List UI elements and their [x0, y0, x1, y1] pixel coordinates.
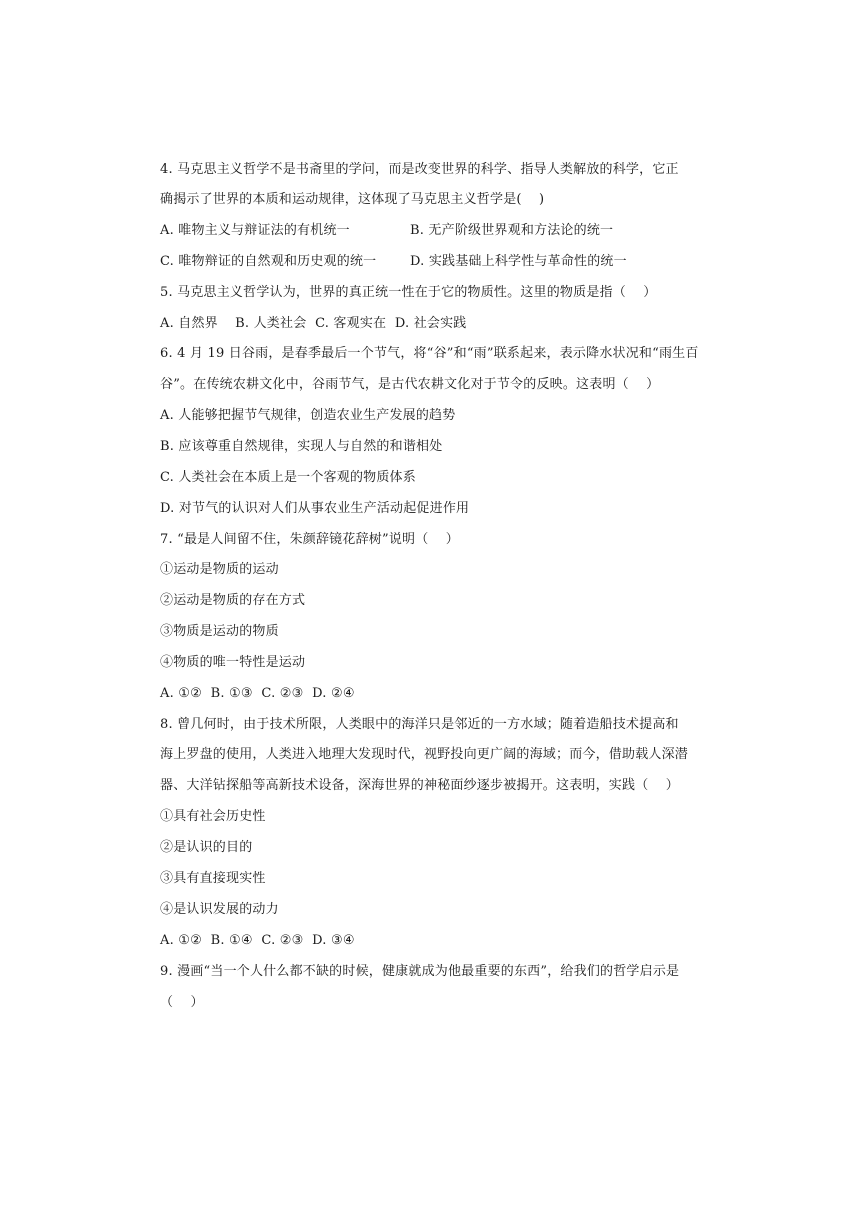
q8-stem-line2: 海上罗盘的使用，人类进入地理大发现时代，视野投向更广阔的海域；而今，借助载人深潜 — [160, 747, 689, 762]
q7-item-4: ④物质的唯一特性是运动 — [160, 655, 306, 670]
q6-option-b: B. 应该尊重自然规律，实现人与自然的和谐相处 — [160, 439, 443, 454]
q7-item-3: ③物质是运动的物质 — [160, 624, 279, 639]
q6-option-c: C. 人类社会在本质上是一个客观的物质体系 — [160, 470, 416, 485]
q4-stem-line1: 4. 马克思主义哲学不是书斋里的学问，而是改变世界的科学、指导人类解放的科学，它正 — [160, 162, 679, 177]
q4-option-a: A. 唯物主义与辩证法的有机统一 — [160, 223, 350, 238]
q8-item-3: ③具有直接现实性 — [160, 871, 266, 886]
q4-stem-line2: 确揭示了世界的本质和运动规律，这体现了马克思主义哲学是( ) — [160, 192, 545, 207]
q4-options-row2 — [160, 253, 627, 271]
q6-stem-line2: 谷”。在传统农耕文化中，谷雨节气，是古代农耕文化对于节令的反映。这表明（ ） — [160, 377, 660, 392]
q7-item-1: ①运动是物质的运动 — [160, 562, 279, 577]
q8-stem-line3: 器、大洋钻探船等高新技术设备，深海世界的神秘面纱逐步被揭开。这表明，实践（ ） — [160, 778, 679, 793]
q5-stem: 5. 马克思主义哲学认为，世界的真正统一性在于它的物质性。这里的物质是指（ ） — [160, 285, 657, 300]
q6-option-a: A. 人能够把握节气规律，创造农业生产发展的趋势 — [160, 408, 456, 423]
q4-option-c: C. 唯物辩证的自然观和历史观的统一 — [160, 254, 377, 269]
q7-stem: 7. “最是人间留不住，朱颜辞镜花辞树”说明（ ） — [160, 532, 459, 547]
q6-stem-line1: 6. 4 月 19 日谷雨，是春季最后一个节气，将“谷”和“雨”联系起来，表示降水状况和“雨生百 — [160, 346, 699, 361]
q8-item-1: ①具有社会历史性 — [160, 809, 266, 824]
q8-item-4: ④是认识发展的动力 — [160, 902, 279, 917]
q4-option-b: B. 无产阶级世界观和方法论的统一 — [410, 223, 614, 238]
q4-option-d: D. 实践基础上科学性与革命性的统一 — [410, 254, 627, 269]
q7-options: A. ①② B. ①③ C. ②③ D. ②④ — [160, 686, 355, 701]
q9-stem-line2: （ ） — [160, 995, 204, 1010]
q8-options: A. ①② B. ①④ C. ②③ D. ③④ — [160, 933, 355, 948]
q8-stem-line1: 8. 曾几何时，由于技术所限，人类眼中的海洋只是邻近的一方水域；随着造船技术提高和 — [160, 717, 679, 732]
q6-option-d: D. 对节气的认识对人们从事农业生产活动起促进作用 — [160, 501, 470, 516]
q8-item-2: ②是认识的目的 — [160, 840, 253, 855]
q4-options-row1 — [160, 222, 613, 240]
q7-item-2: ②运动是物质的存在方式 — [160, 593, 306, 608]
q5-options: A. 自然界 B. 人类社会 C. 客观实在 D. 社会实践 — [160, 316, 467, 331]
q9-stem-line1: 9. 漫画“当一个人什么都不缺的时候，健康就成为他最重要的东西”，给我们的哲学启示是 — [160, 964, 680, 979]
